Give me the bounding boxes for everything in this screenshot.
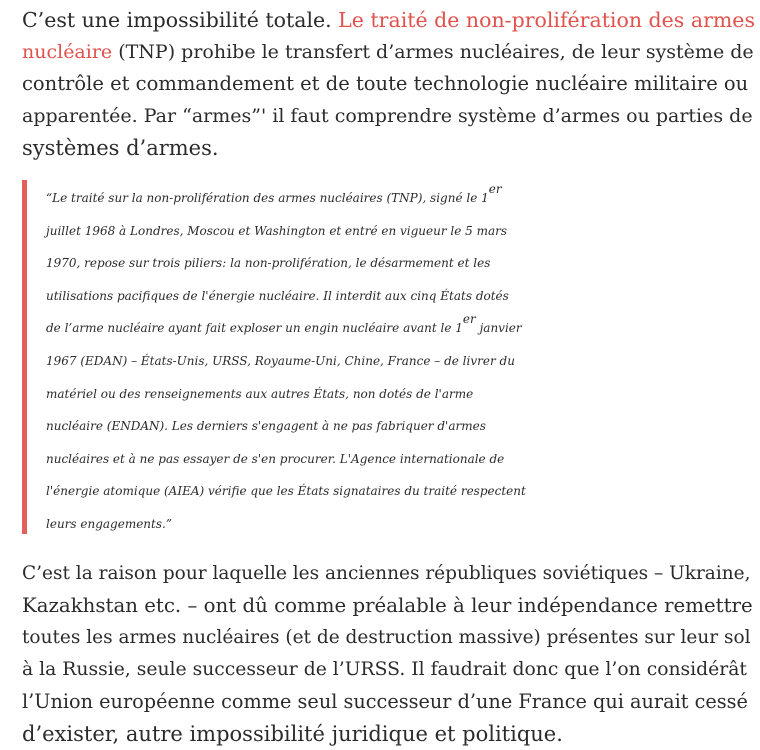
paragraph-line (22, 4, 755, 36)
paragraph-line: Kazakhstan etc. – ont dû comme préalable à leur indépendance remettre (22, 594, 753, 617)
paragraph-line: toutes les armes nucléaires (et de destruction massive) présentes sur leur sol (22, 627, 751, 648)
paragraph-line: d’exister, autre impossibilité juridique et politique. (22, 722, 563, 746)
paragraph-line: à la Russie, seule successeur de l’URSS. Il faudrait donc que l’on considérât (22, 659, 747, 680)
paragraph-line: contrôle et commandement et de toute technologie nucléaire militaire ou (22, 72, 749, 95)
tnp-link-continued[interactable]: nucléaire (22, 41, 113, 63)
quote-line (46, 312, 752, 345)
paragraph-conclusion (22, 558, 752, 750)
quote-line: utilisations pacifiques de l'énergie nucléaire. Il interdit aux cinq États dotés (46, 288, 509, 303)
quote-line: matériel ou des renseignements aux autres États, non dotés de l'arme (46, 386, 474, 401)
paragraph-line (22, 36, 752, 68)
quote-line: leurs engagements.” (46, 516, 172, 531)
quote-line: nucléaires et à ne pas essayer de s'en procurer. L'Agence internationale de (46, 451, 505, 466)
quote-line (46, 182, 752, 215)
quote-line: 1970, repose sur trois piliers: la non-prolifération, le désarmement et les (46, 256, 491, 271)
quote-line: juillet 1968 à Londres, Moscou et Washington et entré en vigueur le 5 mars (46, 223, 508, 238)
tnp-link[interactable]: Le traité de non-prolifération des armes (338, 8, 755, 32)
quote-line: 1967 (EDAN) – États-Unis, URSS, Royaume-Uni, Chine, France – de livrer du (46, 353, 515, 368)
paragraph-intro (22, 4, 755, 164)
paragraph-text: C’est une impossibilité totale. (22, 8, 339, 32)
paragraph-text: (TNP) prohibe le transfert d’armes nucléaires, de leur système de (112, 41, 754, 63)
paragraph-line: C’est la raison pour laquelle les anciennes républiques soviétiques – Ukraine, (22, 563, 751, 584)
superscript-er: er (488, 182, 502, 196)
paragraph-line: apparentée. Par “armes”' il faut comprendre système d’armes ou parties de (22, 105, 753, 127)
quote-line: nucléaire (ENDAN). Les derniers s'engagent à ne pas fabriquer d'armes (46, 419, 486, 434)
quote-line: l'énergie atomique (AIEA) vérifie que les États signataires du traité respectent (46, 484, 526, 499)
paragraph-line: systèmes d’armes. (22, 136, 219, 160)
paragraph-line: l’Union européenne comme seul successeur d’une France qui aurait cessé (22, 690, 748, 713)
quote-text: janvier (475, 321, 522, 336)
tnp-quote (22, 180, 752, 534)
quote-text: “Le traité sur la non-prolifération des armes nucléaires (TNP), signé le 1 (46, 191, 489, 205)
superscript-er: er (462, 312, 476, 327)
quote-text: de l’arme nucléaire ayant fait exploser un engin nucléaire avant le 1 (46, 321, 463, 336)
